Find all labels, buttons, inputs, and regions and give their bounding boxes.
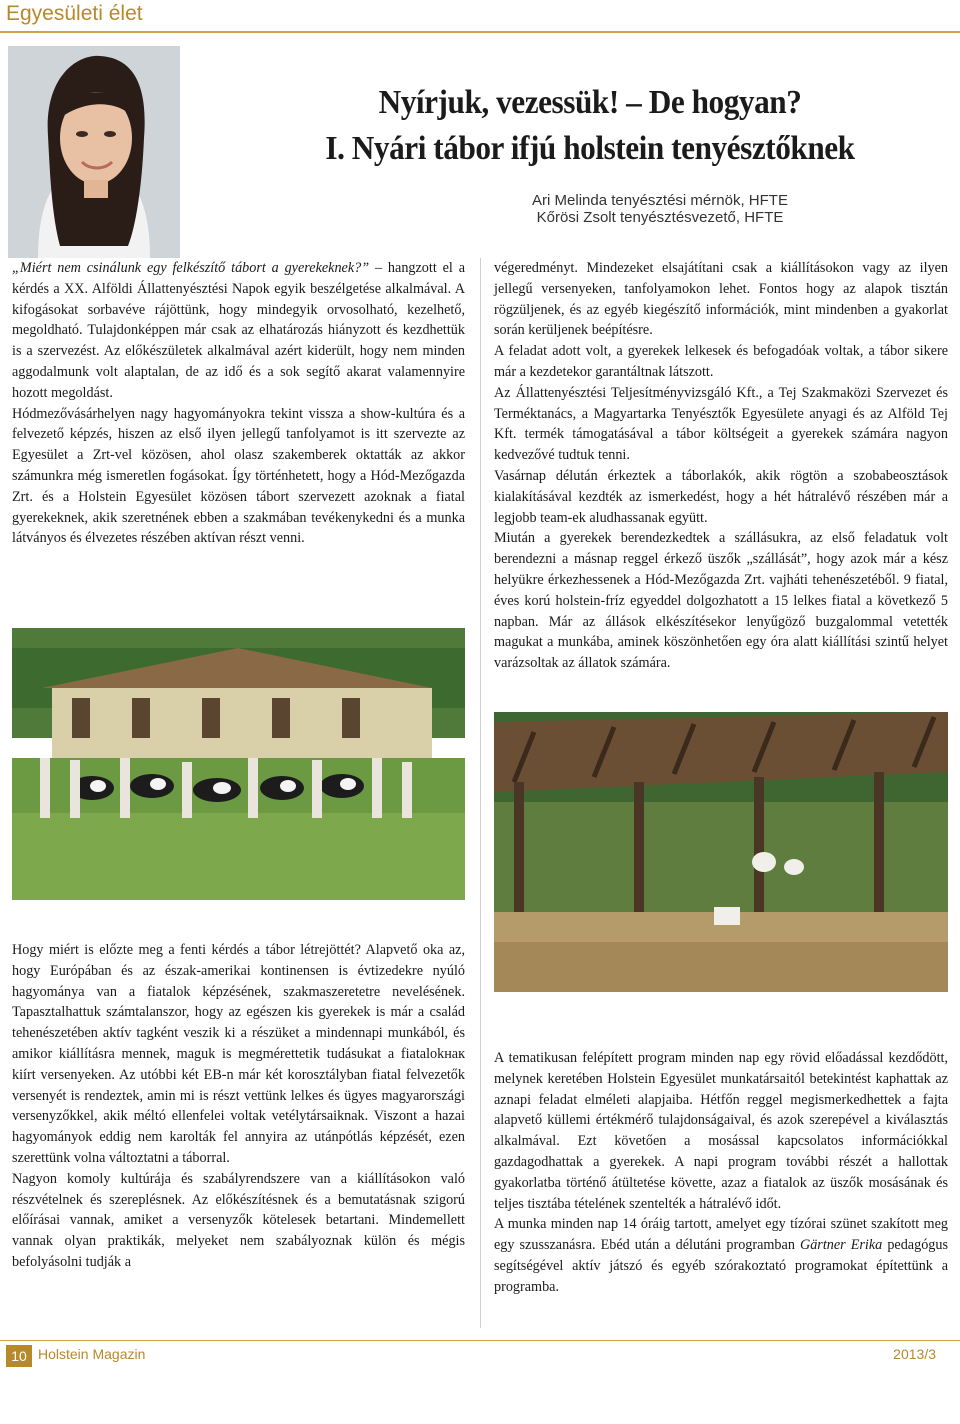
group-photo-illustration (12, 628, 465, 900)
page-number: 10 (6, 1345, 32, 1367)
title-line-2: I. Nyári tábor ifjú holstein tenyésztőknek (325, 130, 855, 167)
paragraph-text: A munka minden nap 14 óráig tartott, amelyet egy tízórai szünet szakított meg egy szusszanásra. Ebéd után a délutáni programban (494, 1216, 948, 1254)
paragraph: Miután a gyerekek berendezkedtek a szállásukra, az első feladatuk volt berendezni a másnap reggel érkező üszők „szállását”, hogy azok már a kész helyükre érkezhessenek a Hód-Mezőgazda Zrt. vajháti tehenészetéből. 9 fiatal, éves korú holstein-fríz egyeddel dolgozhatott a 15 lelkes fiatal a következő 5 napban. Már az állások elkészítésekor lenyűgöző buzgalommal vetették magukat a munkába, aminek köszönhetően egy óra alatt kiállítási szintű helyet varázsoltak az állatok számára. (494, 530, 948, 672)
intro-text: – hangzott el a kérdés a XX. Alföldi Állattenyésztési Napok egyik beszélgetése alkalmával. A kifogásokat sorbavéve rájöttünk, hogy mindegyik orvosolható, kezelhető, megoldható. Tulajdonképpen már csak az elhatározás hiányzott és kezdhettük is a szervezést. Az előkészületek alkalmával azért kiderült, hogy nem minden aggodalmunk volt alaptalan, de az idő és a sok segítő akarat valamennyire hozott megoldást. (12, 260, 465, 401)
footer-rule (0, 1340, 960, 1341)
stall-photo (494, 712, 948, 992)
group-photo (12, 628, 465, 900)
paragraph: Hogy miért is előzte meg a fenti kérdés a tábor létrejöttét? Alapvető oka az, hogy Európában és az észak-amerikai kontinensen is évtizedekre nyúló hagyománya van a fiatalok képzésének, szakmaszeretetre nevelésének. Tapasztalhattuk számtalanszor, hogy az egészen kis gyerekek is már a család tehenészetében aktív tagként veszik ki a részüket a mindennapi munkából, és amikor kiállításra mennek, maguk is megmérettetik tudásukat a fiatalokнак kiírt versenyeken. Az utóbbi két EB-n már két korosztályban fiatal felvezetők versenyét is rendeztek, amin mi is részt vettünk lelkes és ügyes magyarországi versenyzőkkel, akik méltó ellenfelei voltak vetélytársaiknak. Viszont a hazai hagyományok eddig nem karolták fel annyira az utánpótlás képzését, ezen szerettünk volna változtatni a táborral. (12, 942, 465, 1166)
magazine-name: Holstein Magazin (38, 1346, 146, 1362)
right-column-top (494, 258, 948, 674)
paragraph: végeredményt. Mindezeket elsajátítani csak a kiállításokon vagy az ilyen jellegű versenyeken, tanfolyamokon lehet. Fontos hogy az alapok tisztán rögzüljenek, és az egyéb kiegészítő információk, mint mindenben a gyakorlat során kerüljenek beépítésre. (494, 260, 948, 339)
paragraph: Nagyon komoly kultúrája és szabályrendszere van a kiállításokon való részvételnek és szereplésnek. Az előkészítésnek és a bemutatásnak szigorú előírásai vannak, amiket a versenyzők kötelesek betartani. Mindemellett vannak olyan praktikák, melyeket nem szabályoznak külön és mégis befolyásolni tudják a (12, 1170, 465, 1270)
author-1: Ari Melinda tenyésztési mérnök, HFTE (532, 192, 788, 209)
person-name: Gärtner Erika (799, 1237, 883, 1254)
header-rule (0, 31, 960, 33)
left-column-top (12, 258, 465, 549)
paragraph: Vasárnap délután érkeztek a táborlakók, akik rögtön a szobabeosztások kialakításával kezdték az ismerkedést, hogy a hét hátralévő részében már a legjobb team-ek aludhassanak együtt. (494, 467, 948, 526)
header-bar (0, 0, 960, 30)
stall-photo-illustration (494, 712, 948, 992)
paragraph: A feladat adott volt, a gyerekek lelkesek és befogadóak voltak, a tábor sikere már a kezdetekor garantáltnak látszott. (494, 343, 948, 380)
portrait-illustration (8, 46, 180, 258)
author-portrait (8, 46, 180, 258)
paragraph: A tematikusan felépített program minden nap egy rövid előadással kezdődött, melynek keretében Holstein Egyesület munkatársaitól betekintést kaphattak az aznapi feladat elméleti alapjaiba. Hétfőn reggel megismerkedhettek a fajta alapvető küllemi értékmérő tulajdonságaival, és azok szerepével a kiválasztás alkalmával. Ezt követően a mosással kapcsolatos információkkal gazdagodhattak a gyerekek. A napi program további részét a hallottak gyakorlatba történő átültetése követte, azaz a fiatalok az üszők mosásának és teljes tisztába tételének szentelték a hátralévő időt. (494, 1050, 948, 1212)
paragraph: Az Állattenyésztési Teljesítményvizsgáló Kft., a Tej Szakmaközi Szervezet és Terméktanács, a Magyartarka Tenyésztők Egyesülete anyagi és az Alföld Tej Kft. termék támogatásával a tábor költségeit a gyerekek számára nagyon kedvezővé tudtuk tenni. (494, 384, 948, 464)
section-label: Egyesületi élet (6, 2, 143, 25)
column-divider (480, 258, 481, 1328)
intro-quote: „Miért nem csinálunk egy felkészítő tábort a gyerekeknek?” (12, 260, 370, 276)
paragraph (494, 1214, 948, 1297)
left-column-bottom (12, 940, 465, 1273)
intro-paragraph (12, 258, 465, 404)
title-line-1: Nyírjuk, vezessük! – De hogyan? (378, 84, 802, 121)
article-title (268, 80, 912, 172)
author-credits (380, 192, 940, 226)
paragraph: Hódmezővásárhelyen nagy hagyományokra tekint vissza a show-kultúra és a felvezető képzés, hiszen az első ilyen jellegű tanfolyamot is itt szervezte az Egyesület a Zrt-vel közösen, ahol olasz szakemberek oktatták az akkor számunkra még ismeretlen fogásokat. Így történhetett, hogy a Hód-Mezőgazda Zrt. és a Holstein Egyesület közösen tábort szervezett azoknak a fiatal gyerekeknek, akik szeretnének ebben a szakmában tevékenykedni és a munka látványos és élvezetes részében aktívan részt venni. (12, 405, 465, 547)
paragraph-text-rest: pedagógus segítségével aktív játszó és egyéb szórakoztató programokat építettünk a programba. (494, 1237, 948, 1295)
right-column-bottom (494, 1048, 948, 1298)
author-2: Kőrösi Zsolt tenyésztésvezető, HFTE (536, 209, 784, 226)
issue-number: 2013/3 (893, 1346, 936, 1362)
